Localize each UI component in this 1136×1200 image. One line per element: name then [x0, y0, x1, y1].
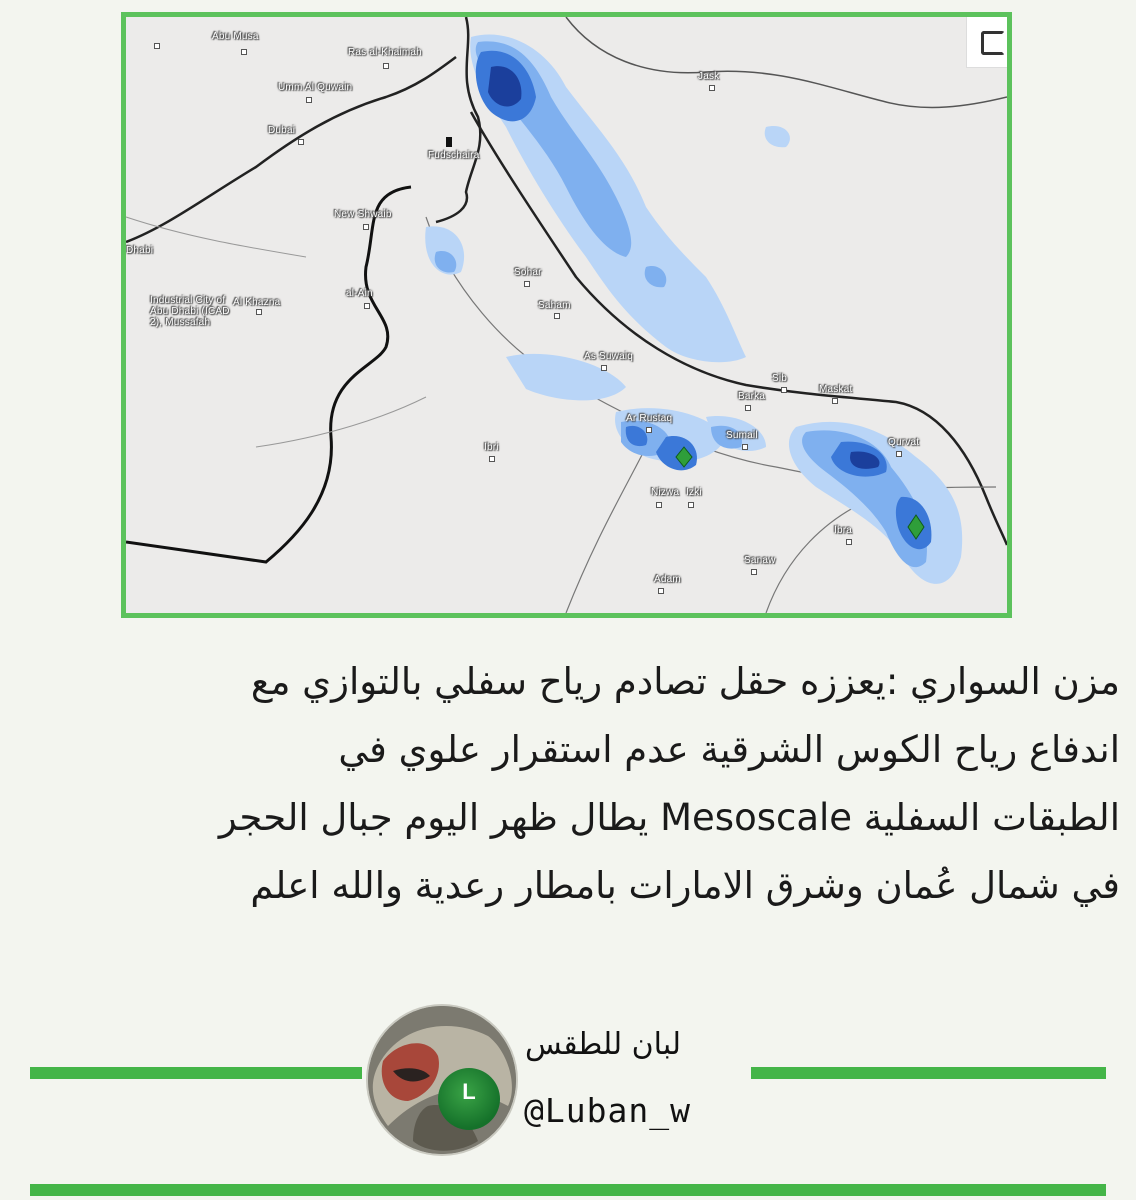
place-label: Dhabi [126, 245, 154, 256]
place-dot [256, 309, 262, 315]
place-dot [154, 43, 160, 49]
divider-left [30, 1067, 362, 1079]
weather-radar-map [121, 12, 1012, 618]
place-label: Ibri [484, 442, 499, 453]
place-dot [601, 365, 607, 371]
place-label: Ar Rustaq [626, 413, 673, 424]
place-label: Sib [772, 373, 788, 384]
expand-icon [981, 31, 1005, 55]
place-dot [658, 588, 664, 594]
avatar-badge: L [438, 1068, 500, 1130]
place-dot [241, 49, 247, 55]
place-label: Dubai [268, 125, 296, 136]
place-label: Al Khazna [233, 297, 281, 308]
place-dot [363, 224, 369, 230]
account-name: لبان للطقس [525, 1027, 682, 1062]
expand-map-button[interactable] [966, 17, 1007, 68]
place-label: Ibra [834, 525, 853, 536]
place-label: Saham [538, 300, 571, 311]
caption-line: مزن السواري :يعززه حقل تصادم رياح سفلي بالتوازي مع [250, 660, 1120, 703]
caption-line: في شمال عُمان وشرق الامارات بامطار رعدية والله اعلم [250, 864, 1120, 907]
place-dot [489, 456, 495, 462]
place-label: Umm Al Quwain [278, 82, 353, 93]
place-label: Maskat [819, 384, 853, 395]
place-dot [383, 63, 389, 69]
account-handle[interactable]: @Luban_w [524, 1091, 691, 1130]
map-canvas [126, 17, 1007, 613]
place-label: Qurvat [888, 437, 920, 448]
place-dot [364, 303, 370, 309]
place-label: Nizwa [651, 487, 680, 498]
place-label: Sohar [514, 267, 542, 278]
place-dot [688, 502, 694, 508]
place-label: al-Ain [346, 288, 373, 299]
place-dot [896, 451, 902, 457]
caption-line: اندفاع رياح الكوس الشرقية عدم استقرار علوي في [338, 728, 1120, 771]
place-label: Sanaw [744, 555, 776, 566]
place-dot [554, 313, 560, 319]
divider-bottom [30, 1184, 1106, 1196]
place-label: Ras al-Khaimah [348, 47, 422, 58]
place-label: New Shwaib [334, 209, 392, 220]
place-label: Adam [654, 574, 681, 585]
place-dot [846, 539, 852, 545]
place-dot [751, 569, 757, 575]
place-label: Industrial City of Abu Dhabi (ICAD 2), Mussafah [150, 295, 230, 328]
profile-avatar[interactable] [368, 1006, 516, 1154]
place-dot [742, 444, 748, 450]
place-label: Barka [738, 391, 766, 402]
place-label: Izki [686, 487, 702, 498]
post-caption [60, 648, 1120, 920]
place-dot [745, 405, 751, 411]
place-label: Sumail [726, 430, 758, 441]
place-dot [646, 427, 652, 433]
place-label: As Suwaiq [584, 351, 634, 362]
place-dot [656, 502, 662, 508]
place-dot [306, 97, 312, 103]
place-dot [524, 281, 530, 287]
place-dot [832, 398, 838, 404]
place-label: Jask [698, 71, 720, 82]
place-label: Abu Musa [212, 31, 259, 42]
caption-line: الطبقات السفلية Mesoscale يطال ظهر اليوم جبال الحجر [218, 796, 1120, 839]
place-dot [709, 85, 715, 91]
place-dot [781, 387, 787, 393]
place-label: Fudschaira [428, 150, 480, 161]
divider-right [751, 1067, 1106, 1079]
place-dot [298, 139, 304, 145]
location-marker [446, 137, 452, 147]
